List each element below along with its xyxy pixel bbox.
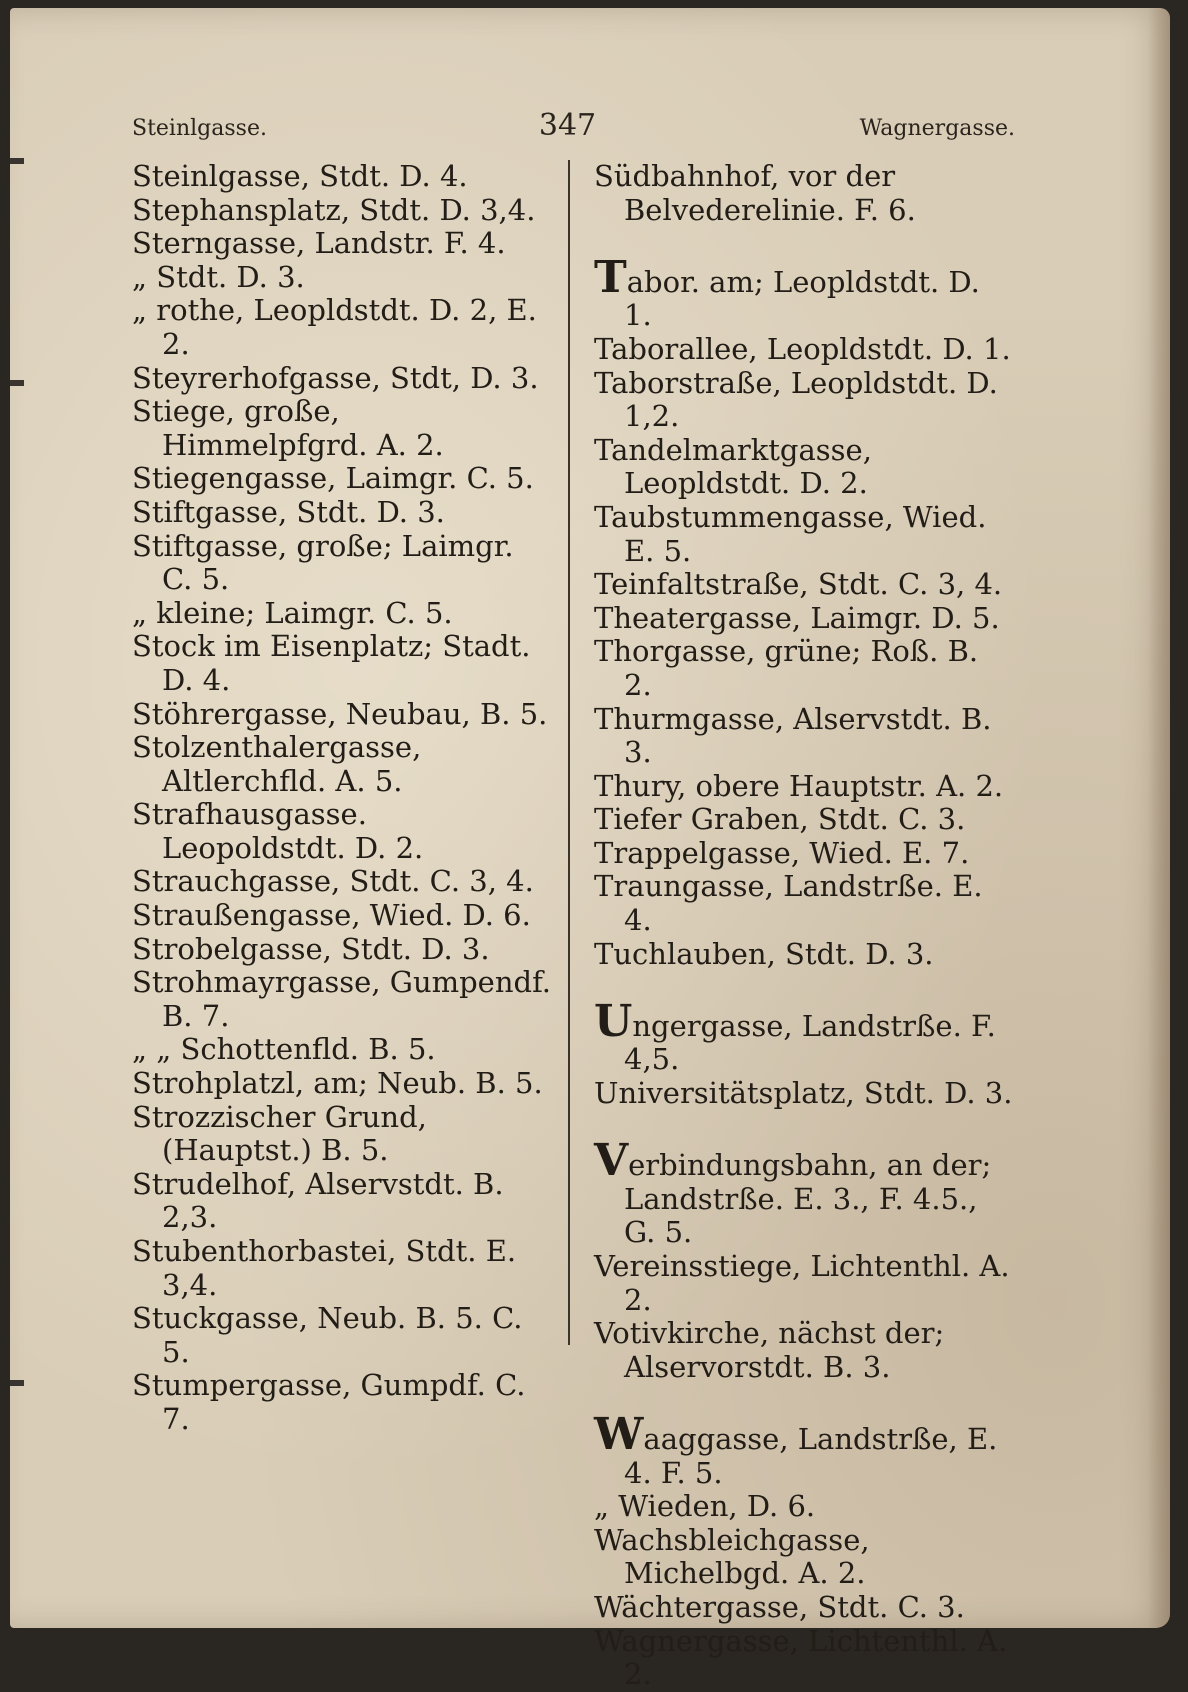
street-entry: „ Wieden, D. 6. [594, 1489, 816, 1524]
running-header [120, 108, 1015, 148]
section-initial: V [594, 1135, 629, 1187]
street-entry: Stöhrergasse, Neubau, B. 5. [132, 696, 548, 731]
street-entry: Thurmgasse, Alservstdt. B. 3. [594, 701, 992, 770]
street-entry: Traungasse, Landstrße. E. 4. [594, 869, 983, 938]
street-entry: Taubstummengasse, Wied. E. 5. [594, 499, 987, 568]
street-entry: Tiefer Graben, Stdt. C. 3. [594, 802, 966, 837]
street-entry: Theatergasse, Laimgr. D. 5. [594, 600, 1000, 635]
street-entry: Strauchgasse, Stdt. C. 3, 4. [132, 864, 534, 899]
header-right-catchword: Wagnergasse. [859, 116, 1015, 141]
street-entry: Strohmayrgasse, Gumpendf. B. 7. [132, 965, 551, 1033]
street-entry: Strohplatzl, am; Neub. B. 5. [132, 1066, 543, 1101]
street-entry: Taborstraße, Leopldstdt. D. 1,2. [594, 365, 998, 434]
street-entry: Stiegengasse, Laimgr. C. 5. [132, 461, 534, 496]
street-entry: Teinfaltstraße, Stdt. C. 3, 4. [594, 567, 1003, 602]
street-entry: Tuchlauben, Stdt. D. 3. [594, 936, 934, 971]
street-entry: Stock im Eisenplatz; Stadt. D. 4. [132, 629, 531, 697]
street-entry: Stumpergasse, Gumpdf. C. 7. [132, 1368, 526, 1436]
street-entry: Thorgasse, grüne; Roß. B. 2. [594, 634, 979, 702]
street-entry: Wachsbleichgasse, Michelbgd. A. 2. [594, 1522, 870, 1591]
binding-mark [10, 1380, 24, 1386]
street-entry: Stiege, große, Himmelpfgrd. A. 2. [132, 394, 444, 462]
street-entry: Stiftgasse, große; Laimgr. C. 5. [132, 528, 514, 597]
street-entry: Trappelgasse, Wied. E. 7. [594, 835, 970, 870]
street-entry: „ rothe, Leopldstdt. D. 2, E. 2. [132, 293, 537, 361]
street-entry-section-start [594, 995, 1014, 1077]
street-entry-text: ngergasse, Landstrße. F. 4,5. [624, 1008, 996, 1077]
street-entry: Stubenthorbastei, Stdt. E. 3,4. [132, 1234, 517, 1302]
street-entry: Steyrerhofgasse, Stdt, D. 3. [132, 360, 539, 395]
street-entry-text: erbindungsbahn, an der; Landstrße. E. 3., F. 4.5., G. 5. [624, 1148, 992, 1250]
street-entry: Strudelhof, Alservstdt. B. 2,3. [132, 1166, 504, 1235]
street-entry: Wächtergasse, Stdt. C. 3. [594, 1589, 965, 1624]
street-entry: „ Stdt. D. 3. [132, 259, 305, 294]
street-entry: Votivkirche, nächst der; Alservorstdt. B. 3. [594, 1316, 945, 1384]
street-entry: „ kleine; Laimgr. C. 5. [132, 595, 453, 630]
street-entry: „ „ Schottenfld. B. 5. [132, 1032, 436, 1067]
right-column [594, 160, 1014, 1692]
header-left-catchword: Steinlgasse. [132, 116, 267, 141]
section-initial: W [594, 1408, 644, 1460]
street-entry: Stuckgasse, Neub. B. 5. C. 5. [132, 1301, 523, 1369]
page-edge-shadow [1148, 8, 1170, 1628]
street-entry-section-start [594, 1408, 1014, 1490]
street-entry-text: abor. am; Leopldstdt. D. 1. [624, 264, 980, 333]
street-entry: Stephansplatz, Stdt. D. 3,4. [132, 192, 536, 227]
street-entry: Vereinsstiege, Lichtenthl. A. 2. [594, 1249, 1010, 1317]
section-initial: U [594, 995, 633, 1047]
street-entry: Strozzischer Grund, (Hauptst.) B. 5. [132, 1099, 427, 1168]
left-column [132, 160, 552, 1437]
street-entry: Straußengasse, Wied. D. 6. [132, 898, 531, 933]
street-entry-section-start [594, 1135, 1014, 1250]
street-entry: Strafhausgasse. Leopoldstdt. D. 2. [132, 797, 424, 865]
street-entry: Taborallee, Leopldstdt. D. 1. [594, 331, 1011, 366]
street-entry: Tandelmarktgasse, Leopldstdt. D. 2. [594, 432, 872, 501]
column-divider [568, 160, 570, 1345]
street-entry: Stolzenthalergasse, Altlerchfld. A. 5. [132, 730, 422, 798]
street-entry: Sterngasse, Landstr. F. 4. [132, 226, 506, 261]
binding-mark [10, 158, 24, 164]
street-entry: Stiftgasse, Stdt. D. 3. [132, 494, 445, 529]
street-entry: Universitätsplatz, Stdt. D. 3. [594, 1076, 1013, 1111]
street-entry-text: aaggasse, Landstrße, E. 4. F. 5. [624, 1421, 998, 1490]
page-number: 347 [538, 108, 597, 143]
street-entry: Südbahnhof, vor der Belvederelinie. F. 6. [594, 159, 916, 227]
street-entry: Steinlgasse, Stdt. D. 4. [132, 159, 468, 193]
street-entry-section-start [594, 251, 1014, 333]
binding-mark [10, 380, 24, 386]
street-entry: Strobelgasse, Stdt. D. 3. [132, 931, 490, 966]
street-entry: Wagnergasse, Lichtenthl. A. 2. [594, 1623, 1008, 1692]
section-initial: T [594, 251, 627, 303]
street-entry: Thury, obere Hauptstr. A. 2. [594, 768, 1004, 803]
